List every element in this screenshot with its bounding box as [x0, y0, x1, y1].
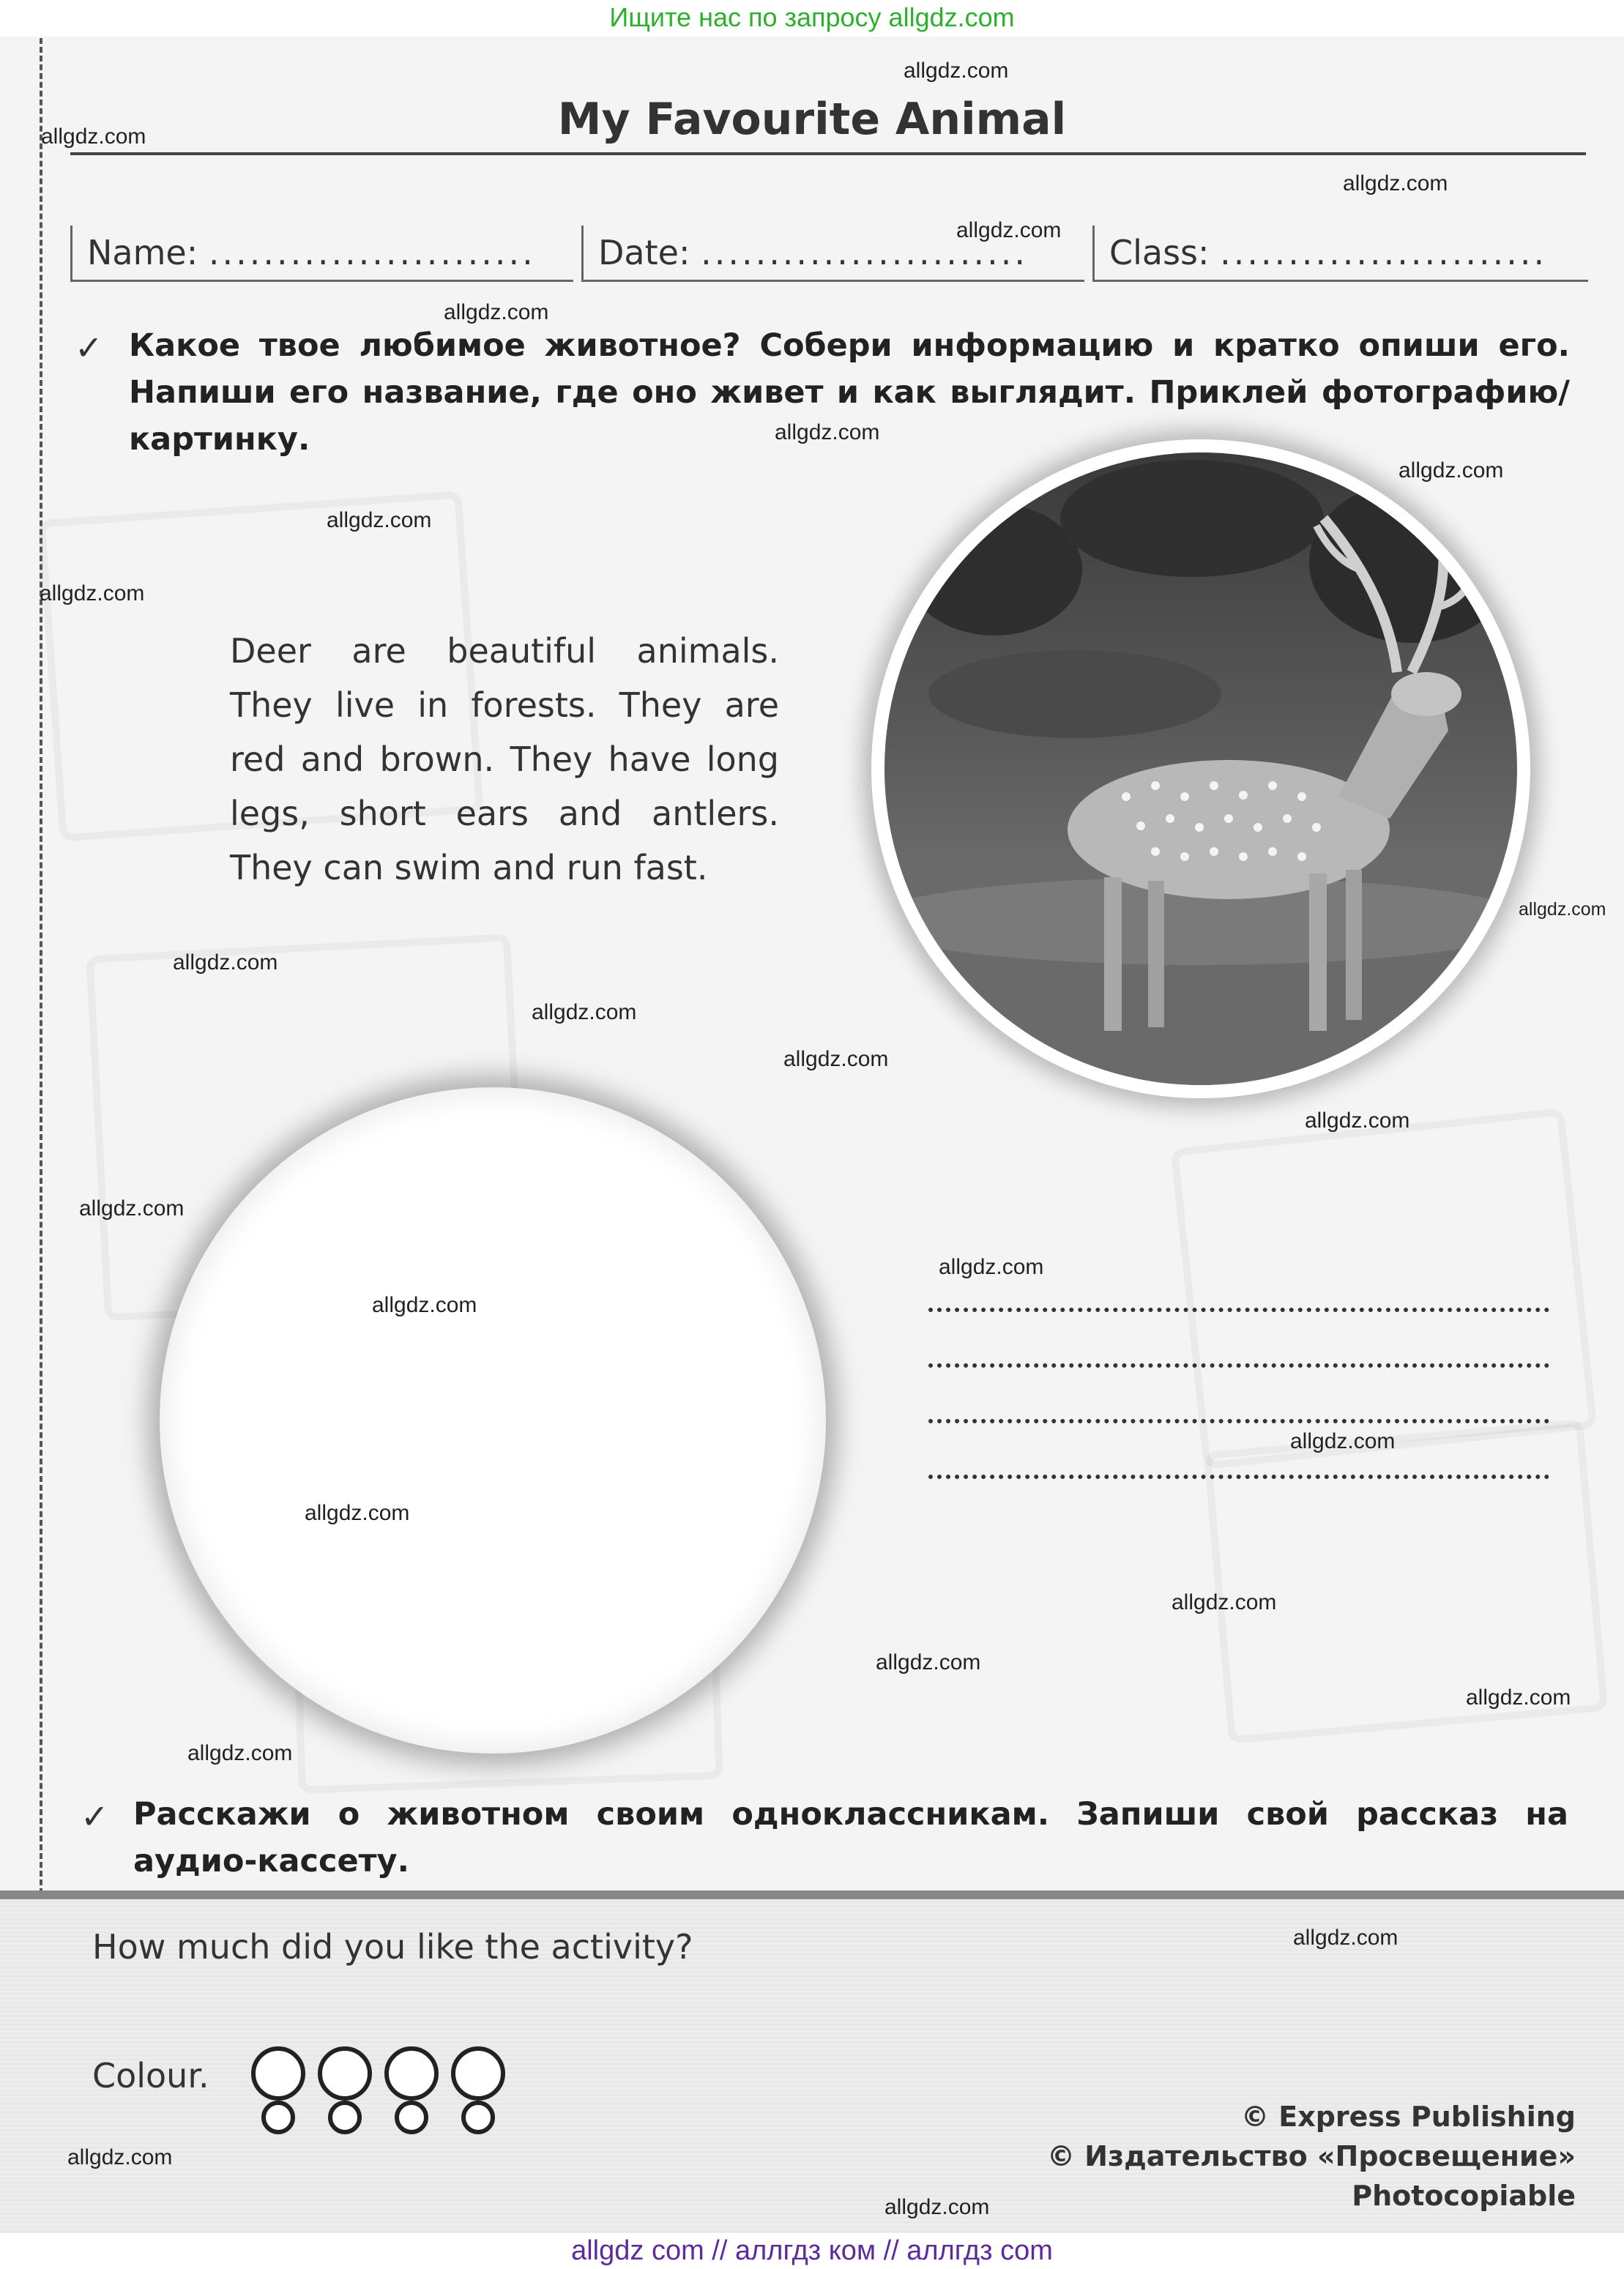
class-dots: ........................ [1220, 233, 1548, 272]
watermark: allgdz.com [1290, 1429, 1396, 1453]
watermark: allgdz.com [532, 1000, 637, 1024]
watermark: allgdz.com [904, 59, 1009, 83]
watermark: allgdz.com [41, 124, 146, 149]
name-label: Name: [87, 233, 198, 272]
watermark: allgdz.com [79, 1196, 185, 1221]
copyright-line-1: © Express Publishing [1241, 2101, 1576, 2133]
copyright-block [1047, 2097, 1576, 2216]
copyright-line-3: Photocopiable [1352, 2180, 1576, 2212]
watermark: allgdz.com [1343, 171, 1448, 195]
picture-placeholder-circle[interactable] [160, 1087, 826, 1754]
animal-description: Deer are beautiful animals. They live in forests. They are red and brown. They have long legs, short ears and antlers. They can swim and run fast. [230, 631, 779, 887]
date-dots: ........................ [701, 233, 1029, 272]
activity-question: How much did you like the activity? [92, 1927, 693, 1967]
watermark: allgdz.com [1305, 1109, 1410, 1133]
watermark: allgdz.com [187, 1741, 293, 1765]
face-icon[interactable] [381, 2041, 442, 2136]
watermark: allgdz.com [783, 1047, 889, 1071]
face-icon[interactable] [447, 2041, 509, 2136]
rating-faces [247, 2041, 510, 2139]
top-banner[interactable]: Ищите нас по запросу allgdz.com [0, 0, 1624, 37]
watermark: allgdz.com [372, 1293, 477, 1317]
watermark: allgdz.com [305, 1501, 410, 1525]
watermark: allgdz.com [173, 950, 278, 975]
deer-illustration [884, 452, 1517, 1085]
watermark: allgdz.com [327, 508, 432, 532]
watermark: allgdz.com [40, 581, 145, 606]
date-label: Date: [598, 233, 690, 272]
face-icon[interactable] [247, 2041, 309, 2136]
bottom-banner[interactable]: allgdz com // аллгдз ком // аллгдз com [0, 2233, 1624, 2269]
watermark: allgdz.com [67, 2145, 173, 2169]
watermark: allgdz.com [939, 1255, 1044, 1279]
name-dots: ........................ [208, 233, 536, 272]
watermark: allgdz.com [1293, 1926, 1398, 1950]
instruction-1: Какое твое любимое животное? Собери информацию и кратко опиши его. Напиши его название, где оно живет и как выглядит. Приклей фотографию/картинку. [129, 327, 1570, 458]
check-icon: ✓ [81, 1797, 109, 1836]
class-label: Class: [1109, 233, 1210, 272]
check-icon: ✓ [75, 328, 103, 368]
face-icon[interactable] [314, 2041, 376, 2136]
writing-line[interactable] [928, 1419, 1549, 1423]
copyright-line-2: © Издательство «Просвещение» [1046, 2140, 1576, 2172]
name-field[interactable] [70, 226, 573, 282]
watermark: allgdz.com [1398, 458, 1504, 483]
writing-line[interactable] [928, 1363, 1549, 1368]
class-field[interactable] [1092, 226, 1588, 282]
title-rule [70, 152, 1586, 155]
writing-line[interactable] [928, 1475, 1549, 1479]
colour-label: Colour. [92, 2056, 209, 2095]
watermark: allgdz.com [1172, 1590, 1277, 1614]
watermark: allgdz.com [1519, 899, 1606, 920]
watermark: allgdz.com [876, 1650, 981, 1674]
instruction-2: Расскажи о животном своим одноклассникам. Запиши свой рассказ на аудио-кассету. [133, 1796, 1568, 1879]
writing-line[interactable] [928, 1308, 1549, 1312]
footer-separator [0, 1890, 1624, 1899]
watermark: allgdz.com [775, 420, 880, 444]
ghost-shape [1170, 1108, 1597, 1469]
watermark: allgdz.com [956, 218, 1062, 242]
watermark: allgdz.com [444, 300, 549, 324]
watermark: allgdz.com [1466, 1685, 1571, 1710]
page-title: My Favourite Animal [557, 94, 1067, 145]
deer-photo [884, 452, 1517, 1085]
watermark: allgdz.com [884, 2195, 990, 2219]
